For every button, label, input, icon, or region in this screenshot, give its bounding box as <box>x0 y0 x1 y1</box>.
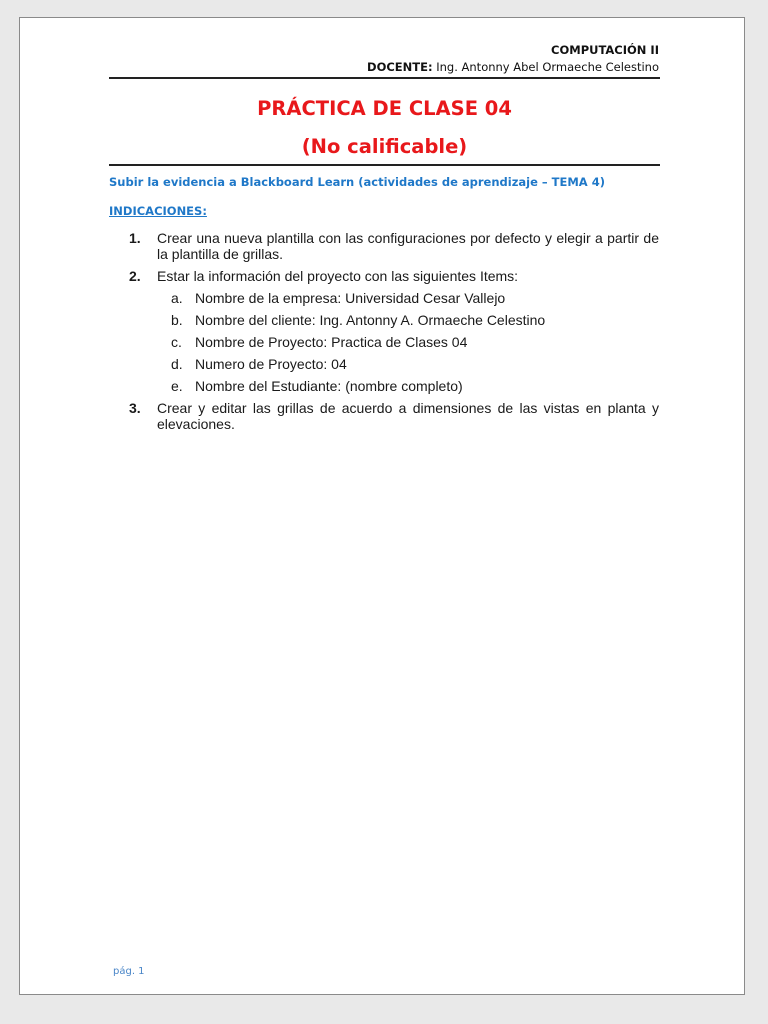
sub-list-item <box>171 356 659 372</box>
sub-list-item <box>171 290 659 306</box>
page-number: pág. 1 <box>113 966 145 977</box>
course-name: COMPUTACIÓN II <box>551 43 659 57</box>
sub-item-letter: b. <box>171 312 183 328</box>
header-divider <box>109 77 660 79</box>
indications-heading: INDICACIONES: <box>109 204 207 218</box>
list-item <box>129 400 659 432</box>
sub-item-letter: d. <box>171 356 183 372</box>
page-title: PRÁCTICA DE CLASE 04 <box>257 97 512 120</box>
sub-item-text: Nombre del cliente: Ing. Antonny A. Ormaeche Celestino <box>195 312 546 328</box>
sub-item-text: Nombre del Estudiante: (nombre completo) <box>195 378 463 394</box>
sub-list-item <box>171 334 659 350</box>
item-number: 1. <box>129 230 141 246</box>
upload-instruction: Subir la evidencia a Blackboard Learn (actividades de aprendizaje – TEMA 4) <box>109 175 605 189</box>
item-text: Estar la información del proyecto con las siguientes Items: <box>157 268 519 284</box>
teacher-name: Ing. Antonny Abel Ormaeche Celestino <box>432 60 659 74</box>
list-item <box>129 268 659 284</box>
sub-item-letter: e. <box>171 378 183 394</box>
item-number: 2. <box>129 268 141 284</box>
instructions-list <box>129 230 659 438</box>
sub-item-text: Nombre de la empresa: Universidad Cesar Vallejo <box>195 290 506 306</box>
sub-item-text: Nombre de Proyecto: Practica de Clases 04 <box>195 334 468 350</box>
item-text: Crear y editar las grillas de acuerdo a dimensiones de las vistas en planta y elevaciones. <box>157 400 659 432</box>
document-page <box>19 17 745 995</box>
sub-list-item <box>171 378 659 394</box>
item-number: 3. <box>129 400 141 416</box>
teacher-line <box>109 59 659 76</box>
title-divider <box>109 164 660 166</box>
project-info-sublist <box>171 290 659 394</box>
sub-item-letter: c. <box>171 334 182 350</box>
item-text: Crear una nueva plantilla con las configuraciones por defecto y elegir a partir de la plantilla de grillas. <box>157 230 659 262</box>
sub-item-text: Numero de Proyecto: 04 <box>195 356 347 372</box>
sub-list-item <box>171 312 659 328</box>
page-subtitle: (No calificable) <box>301 135 468 158</box>
teacher-label: DOCENTE: <box>367 60 433 74</box>
page-header <box>109 42 659 76</box>
list-item <box>129 230 659 262</box>
sub-item-letter: a. <box>171 290 183 306</box>
